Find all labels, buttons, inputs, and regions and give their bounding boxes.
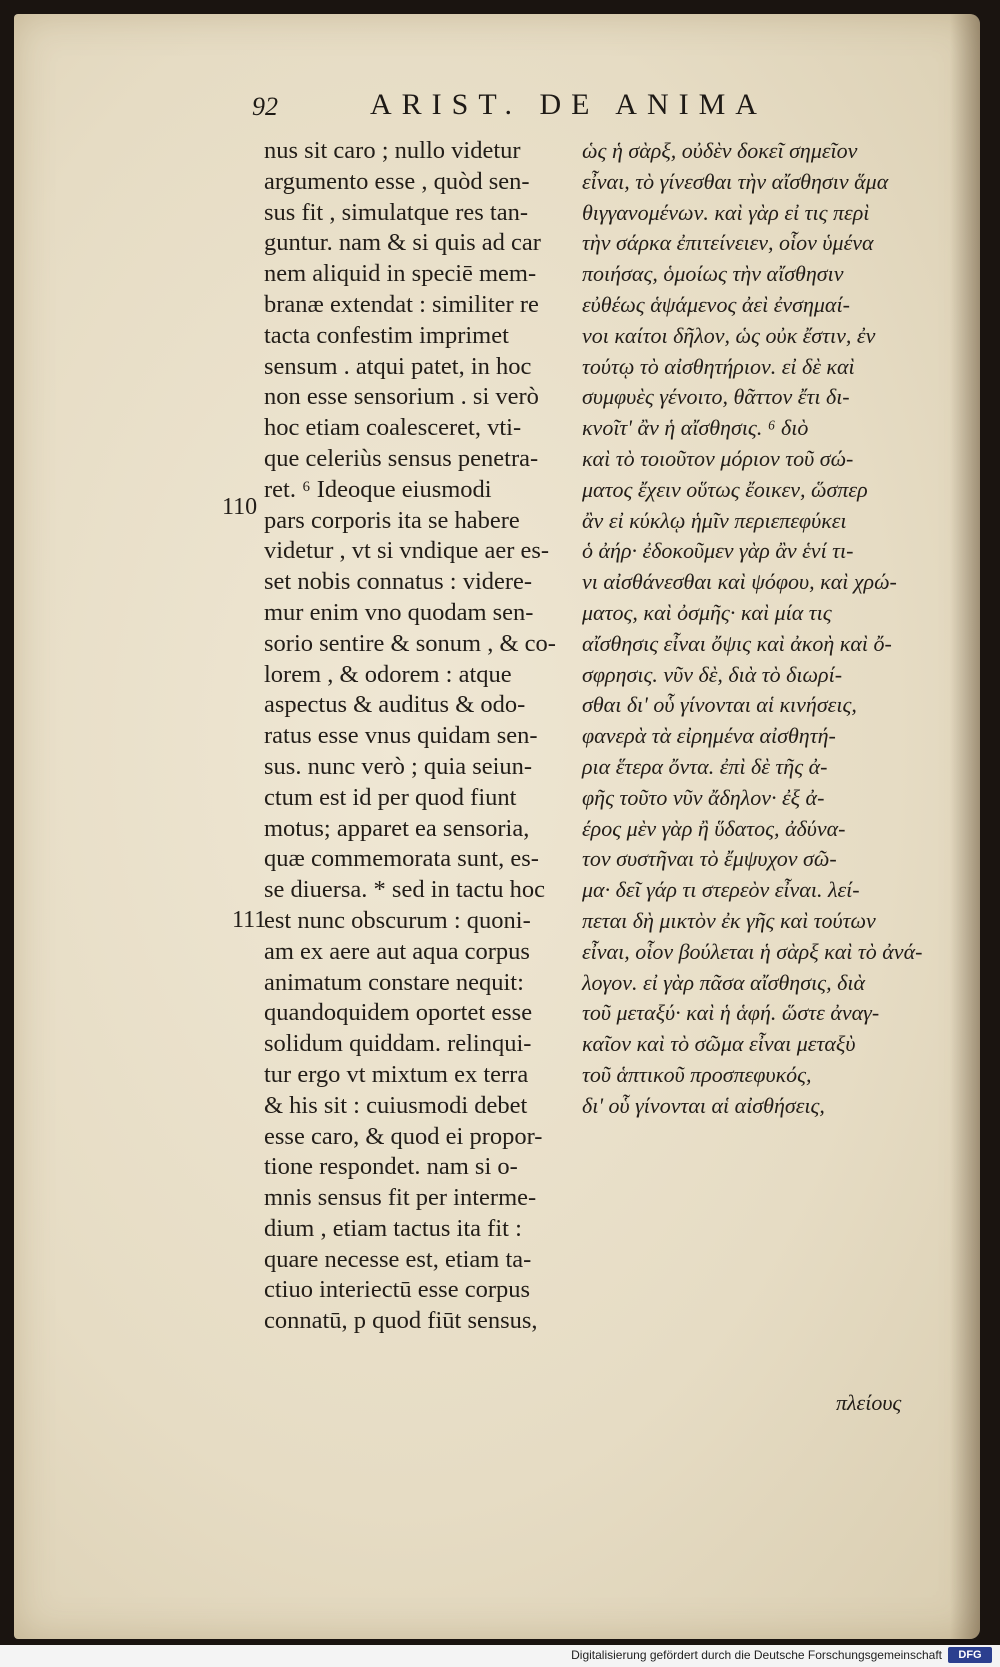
latin-text-line: quandoquidem oportet esse [264,999,533,1027]
latin-text-line: dium , etiam tactus ita fit : [264,1214,522,1242]
latin-text-line: videtur , vt si vndique aer es- [264,537,550,565]
latin-text-line: lorem , & odorem : atque [264,660,512,688]
latin-text-line: ctum est id per quod fiunt [264,783,517,811]
page-number: 92 [252,92,278,121]
footer-bar [0,1645,1000,1667]
latin-text-line: hoc etiam coalesceret, vti- [264,414,522,442]
latin-text-line: tur ergo vt mixtum ex terra [264,1060,529,1088]
greek-text-line: τούτῳ τὸ αἰσθητήριον. εἰ δὲ καὶ [582,353,855,379]
latin-text-line: argumento esse , quòd sen- [264,167,530,195]
latin-text-line: sus fit , simulatque res tan- [264,198,529,226]
latin-text-line: mnis sensus fit per interme- [264,1184,537,1212]
greek-text-line: εὐθέως ἁψάμενος ἀεὶ ἐνσημαί- [582,291,850,317]
funding-credit: Digitalisierung gefördert durch die Deutsche Forschungsgemeinschaft [571,1648,942,1662]
latin-text-line: quæ commemorata sunt, es- [264,845,539,873]
greek-text-line: τοῦ ἁπτικοῦ προσπεφυκός, [582,1061,812,1087]
latin-text-line: sensum . atqui patet, in hoc [264,352,532,380]
greek-text-line: φανερὰ τὰ εἰρημένα αἰσθητή- [582,723,836,749]
latin-text-line: nus sit caro ; nullo videtur [264,137,521,164]
greek-text-line: σθαι δι' οὗ γίνονται αἱ κινήσεις, [582,692,857,718]
latin-text-line: que celeriùs sensus penetra- [264,444,539,472]
latin-text-line: connatū, p quod fiūt sensus, [264,1307,538,1335]
greek-text-line: εἶναι, οἷον βούλεται ἡ σὰρξ καὶ τὸ ἀνά- [582,938,923,964]
greek-text-line: νι αἰσθάνεσθαι καὶ ψόφου, καὶ χρώ- [582,569,897,595]
latin-text-line: animatum constare nequit: [264,968,524,996]
greek-text-line: κνοῖτ' ἂν ἡ αἴσθησις. ⁶ διὸ [582,415,809,441]
latin-text-line: branæ extendat : similiter re [264,290,539,318]
greek-text-line: σφρησις. νῦν δὲ, διὰ τὸ διωρί- [582,661,843,687]
greek-text-line: φῆς τοῦτο νῦν ἄδηλον· ἐξ ἀ- [582,784,825,810]
latin-text-line: & his sit : cuiusmodi debet [264,1091,528,1119]
latin-text-line: est nunc obscurum : quoni- [264,906,531,934]
greek-text-line: ὁ ἀήρ· ἐδοκοῦμεν γὰρ ἂν ἑνί τι- [582,538,854,564]
latin-text-line: solidum quiddam. relinqui- [264,1030,532,1058]
greek-text-line: αἴσθησις εἶναι ὄψις καὶ ἀκοὴ καὶ ὄ- [582,630,892,656]
catchword: πλείους [836,1390,902,1415]
greek-text-line: πεται δὴ μικτὸν ἐκ γῆς καὶ τούτων [582,907,876,933]
greek-text-line: ἂν εἰ κύκλῳ ἡμῖν περιεπεφύκει [582,507,847,533]
greek-text-line: μα· δεῖ γάρ τι στερεὸν εἶναι. λεί- [582,877,860,903]
latin-text-line: motus; apparet ea sensoria, [264,814,530,842]
greek-column [582,136,952,1122]
latin-text-line: pars corporis ita se habere [264,506,520,534]
greek-text-line: δι' οὗ γίνονται αἱ αἰσθήσεις, [582,1092,825,1118]
latin-text-line: ratus esse vnus quidam sen- [264,722,538,750]
latin-text-line: quare necesse est, etiam ta- [264,1245,532,1273]
running-title: ARIST. DE ANIMA [370,88,767,121]
margin-line-number-111: 111 [232,907,267,933]
greek-text-line: ποιήσας, ὁμοίως τὴν αἴσθησιν [582,261,844,287]
latin-text-line: mur enim vno quodam sen- [264,598,534,626]
greek-text-line: εἶναι, τὸ γίνεσθαι τὴν αἴσθησιν ἅμα [582,168,889,194]
greek-text-line: θιγγανομένων. καὶ γὰρ εἰ τις περὶ [582,199,870,225]
latin-text-line: tione respondet. nam si o- [264,1153,518,1181]
latin-text-line: non esse sensorium . si verò [264,383,539,411]
latin-text-line: ret. ⁶ Ideoque eiusmodi [264,475,492,503]
latin-text-line: set nobis connatus : videre- [264,568,533,596]
greek-text-line: τὴν σάρκα ἐπιτείνειεν, οἷον ὑμένα [582,230,874,256]
latin-text-line: sus. nunc verò ; quia seiun- [264,752,533,780]
dfg-logo: DFG [948,1647,992,1663]
greek-text-line: λογον. εἰ γὰρ πᾶσα αἴσθησις, διὰ [582,969,865,995]
latin-column [264,136,574,1337]
greek-text-line: ρια ἕτερα ὄντα. ἐπὶ δὲ τῆς ἀ- [582,753,828,779]
greek-text-line: τοῦ μεταξύ· καὶ ἡ ἁφή. ὥστε ἀναγ- [582,1000,880,1026]
latin-text-line: sorio sentire & sonum , & co- [264,629,556,657]
latin-text-line: am ex aere aut aqua corpus [264,937,530,965]
latin-text-line: guntur. nam & si quis ad car [264,229,541,257]
greek-text-line: ὡς ἡ σὰρξ, οὐδὲν δοκεῖ σημεῖον [582,138,858,163]
greek-text-line: έρος μὲν γὰρ ἢ ὕδατος, ἀδύνα- [582,815,846,841]
greek-text-line: καῖον καὶ τὸ σῶμα εἶναι μεταξὺ [582,1031,856,1057]
greek-text-line: νοι καίτοι δῆλον, ὡς οὐκ ἔστιν, ἐν [582,322,876,348]
greek-text-line: ματος ἔχειν οὕτως ἔοικεν, ὥσπερ [582,476,868,502]
latin-text-line: esse caro, & quod ei propor- [264,1122,543,1150]
page-edge-shadow [950,14,980,1639]
greek-text-line: καὶ τὸ τοιοῦτον μόριον τοῦ σώ- [582,445,854,471]
greek-text-line: ματος, καὶ ὀσμῆς· καὶ μία τις [582,599,832,625]
latin-text-line: se diuersa. * sed in tactu hoc [264,876,545,904]
margin-line-number-110: 110 [222,494,258,520]
greek-text-line: συμφυὲς γένοιτο, θᾶττον ἔτι δι- [582,384,850,410]
latin-text-line: ctiuo interiectū esse corpus [264,1276,531,1304]
latin-text-line: aspectus & auditus & odo- [264,691,526,719]
latin-text-line: nem aliquid in speciē mem- [264,260,537,288]
latin-text-line: tacta confestim imprimet [264,321,509,349]
greek-text-line: τον συστῆναι τὸ ἔμψυχον σῶ- [582,846,837,872]
